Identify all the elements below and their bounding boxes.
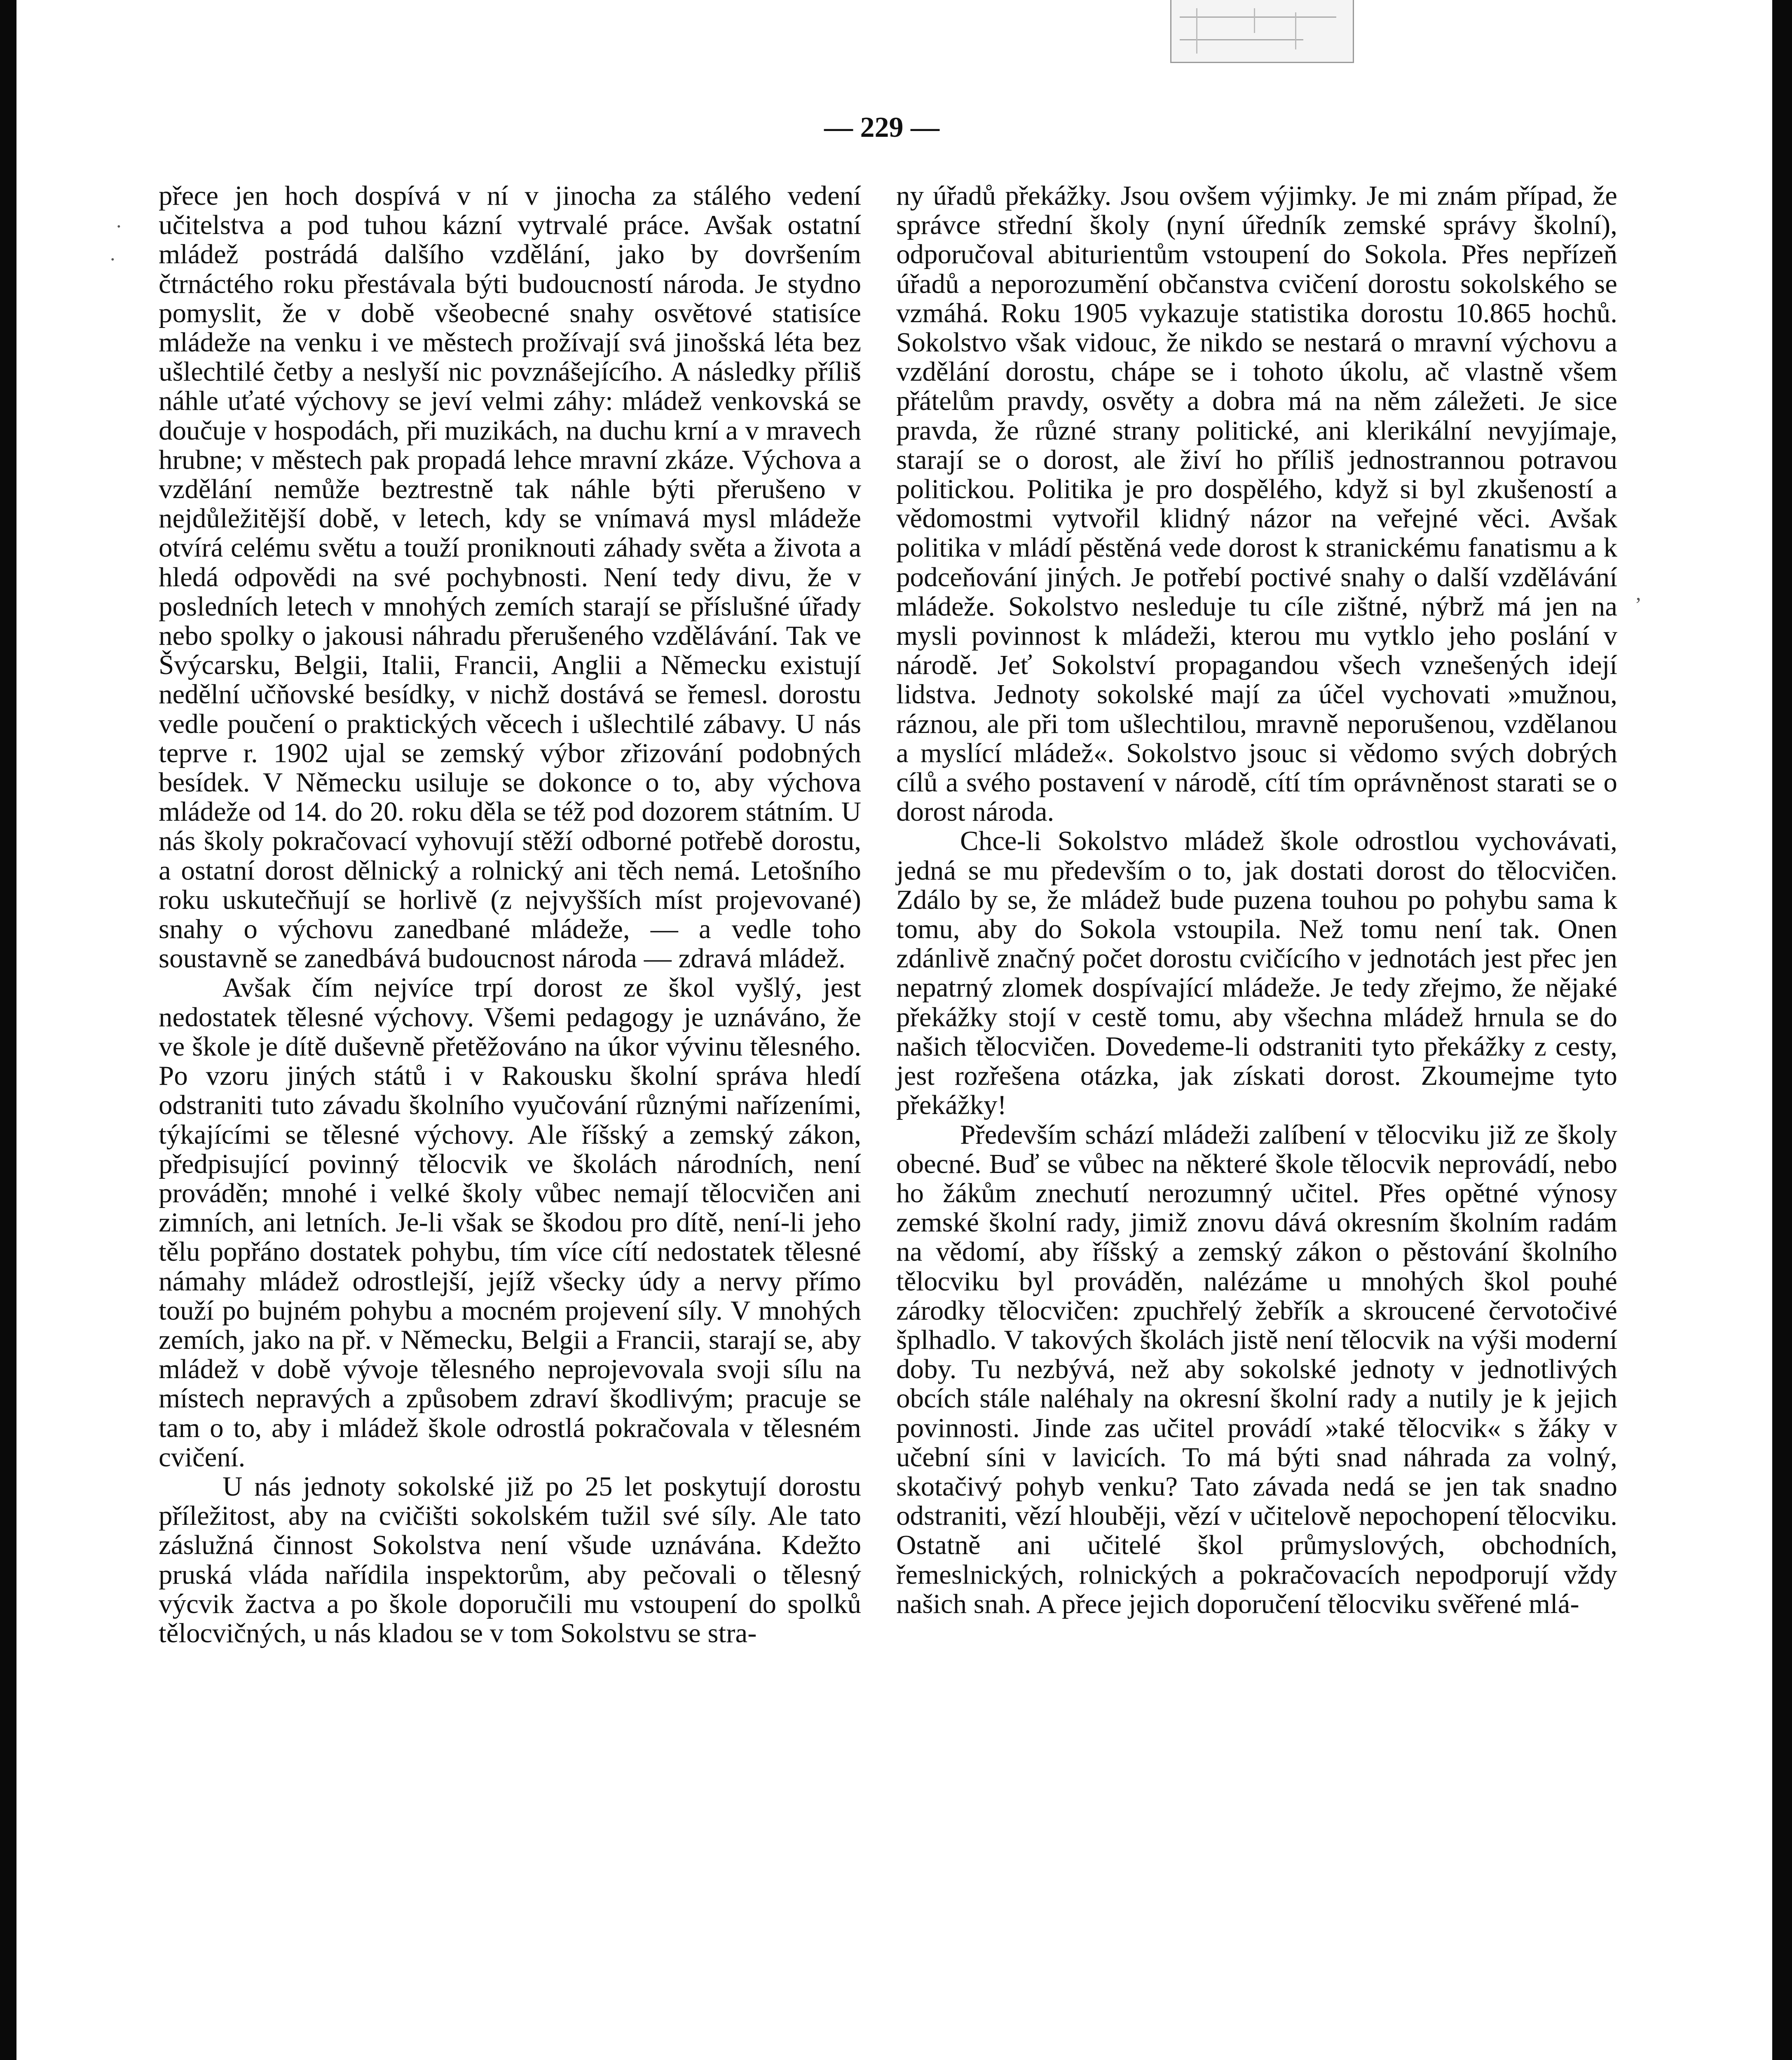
- margin-mark: ,: [1636, 581, 1641, 604]
- paragraph: Chce-li Sokolstvo mládež škole odrostlou vychovávati, jedná se mu především o to, jak dostati dorost do tělocvičen. Zdálo by se, že mládež bude puzena touhou po pohybu sama k tomu, aby do Sokola vstoupila. Než tomu není tak. Onen zdánlivě značný počet dorostu cvičícího v jednotách jest přec jen nepatrný zlomek dospívající mládeže. Je tedy zřejmo, že nějaké překážky stojí v cestě tomu, aby všechna mládež hrnula se do našich tělocvičen. Dovedeme-li odstraniti tyto překážky z cesty, jest rozřešena otázka, jak získati dorost. Zkoumejme tyto překážky!: [896, 826, 1617, 1121]
- scan-border-right: [1772, 0, 1792, 2060]
- right-text-column: [896, 181, 1617, 1619]
- paragraph: Avšak čím nejvíce trpí dorost ze škol vyšlý, jest nedostatek tělesné výchovy. Všemi pedagogy je uznáváno, že ve škole je dítě duševně přetěžováno na úkor vývinu tělesného. Po vzoru jiných států i v Rakousku školní správa hledí odstraniti tuto závadu školního vyučování různými nařízeními, týkajícími se tělesné výchovy. Ale říšský a zemský zákon, předpisující povinný tělocvik ve školách národních, není prováděn; mnohé i velké školy vůbec nemají tělocvičen ani zimních, ani letních. Je-li však se škodou pro dítě, není-li jeho tělu popřáno dostatek pohybu, tím více cítí nedostatek tělesné námahy mládež odrostlejší, jejíž všecky údy a nervy přímo touží po bujném pohybu a mocném projevení síly. V mnohých zemích, jako na př. v Německu, Belgii a Francii, starají se, aby mládež v době vývoje tělesného neprojevovala svoji sílu na místech nepravých a způsobem zdraví škodlivým; pracuje se tam o to, aby i mládež škole odrostlá pokračovala v tělesném cvičení.: [159, 972, 861, 1472]
- page-number: — 229 —: [824, 112, 939, 143]
- scan-border-left: [0, 0, 16, 2060]
- paragraph: přece jen hoch dospívá v ní v jinocha za stálého vedení učitelstva a pod tuhou kázní vytrvalé práce. Avšak ostatní mládež postrádá dalšího vzdělání, jako by dovršením čtrnáctého roku přestávala býti budoucností národa. Je stydno pomyslit, že v době všeobecné snahy osvětové statisíce mládeže na venku i ve městech prožívají svá jinošská léta bez ušlechtilé četby a neslyší nic povznášejícího. A následky příliš náhle uťaté výchovy se jeví velmi záhy: mládež venkovská se doučuje v hospodách, při muzikách, na duchu krní a v mravech hrubne; v městech pak propadá lehce mravní zkáze. Výchova a vzdělání nemůže beztrestně tak náhle býti přerušeno v nejdůležitější době, v letech, kdy se vnímavá mysl mládeže otvírá celému světu a touží proniknouti záhady světa a života a hledá odpovědi na své pochybnosti. Není tedy divu, že v posledních letech v mnohých zemích starají se příslušné úřady nebo spolky o jakousi náhradu přerušeného vzdělávání. Tak ve Švýcarsku, Belgii, Italii, Francii, Anglii a Německu existují nedělní učňovské besídky, v nichž dostává se řemesl. dorostu vedle poučení o praktických věcech i ušlechtilé zábavy. U nás teprve r. 1902 ujal se zemský výbor zřizování podobných besídek. V Německu usiluje se dokonce o to, aby výchova mládeže od 14. do 20. roku děla se též pod dozorem státním. U nás školy pokračovací vyhovují stěží odborné potřebě dorostu, a ostatní dorost dělnický a rolnický ani těch nemá. Letošního roku uskutečňují se horlivě (z nejvyšších míst projevované) snahy o výchovu zanedbané mládeže, — a vedle toho soustavně se zanedbává budoucnost národa — zdravá mládež.: [159, 180, 861, 974]
- paragraph: U nás jednoty sokolské již po 25 let poskytují dorostu příležitost, aby na cvičišti sokolském tužil své síly. Ale tato záslužná činnost Sokolstva není všude uznávána. Kdežto pruská vláda nařídila inspektorům, aby pečovali o tělesný výcvik žactva a po škole doporučili mu vstoupení do spolků tělocvičných, u nás kladou se v tom Sokolstvu se stra-: [159, 1471, 861, 1648]
- margin-mark: ·: [109, 248, 116, 271]
- paragraph: ny úřadů překážky. Jsou ovšem výjimky. Je mi znám případ, že správce střední školy (nyní úředník zemské správy školní), odporučoval abiturientům vstoupení do Sokola. Přes nepřízeň úřadů a neporozumění občanstva cvičení dorostu sokolského se vzmáhá. Roku 1905 vykazuje statistika dorostu 10.865 hochů. Sokolstvo však vidouc, že nikdo se nestará o mravní výchovu a vzdělání dorostu, chápe se i tohoto úkolu, ač vlastně všem přátelům pravdy, osvěty a dobra má na něm záležeti. Je sice pravda, že různé strany politické, ani klerikální nevyjímaje, starají se o dorost, ale živí ho příliš jednostrannou potravou politickou. Politika je pro dospělého, když si byl zkušeností a vědomostmi vytvořil klidný názor na veřejné věci. Avšak politika v mládí pěstěná vede dorost k stranickému fanatismu a k podceňování jiných. Je potřebí poctivé snahy o další vzdělávání mládeže. Sokolstvo nesleduje tu cíle zištné, nýbrž má jen na mysli povinnost k mládeži, kterou mu vytklo jeho poslání v národě. Jeť Sokolství propagandou všech vznešených idejí lidstva. Jednoty sokolské mají za účel vychovati »mužnou, ráznou, ale při tom ušlechtilou, mravně neporušenou, vzdělanou a myslící mládež«. Sokolstvo jsouc si vědomo svých dobrých cílů a svého postavení v národě, cítí tím oprávněnost starati se o dorost národa.: [896, 180, 1617, 827]
- scan-edge-tab: [1170, 0, 1354, 63]
- margin-mark: ·: [115, 215, 122, 238]
- paragraph: Především schází mládeži zalíbení v tělocviku již ze školy obecné. Buď se vůbec na některé škole tělocvik neprovádí, nebo ho žákům znechutí nerozumný učitel. Přes opětné výnosy zemské školní rady, jimiž znovu dává okresním školním radám na vědomí, aby říšský a zemský zákon o pěstování školního tělocviku byl prováděn, nalézáme u mnohých škol pouhé zárodky tělocvičen: zpuchřelý žebřík a skroucené červotočivé šplhadlo. V takových školách jistě není tělocvik na výši moderní doby. Tu nezbývá, než aby sokolské jednoty v jednotlivých obcích stále naléhaly na okresní školní rady a nutily je k jejich povinnosti. Jinde zas učitel provádí »také tělocvik« s žáky v učební síni v lavicích. To má býti snad náhrada za volný, skotačivý pohyb venku? Tato závada nedá se jen tak snadno odstraniti, vězí hlouběji, vězí v učitelově nepochopení tělocviku. Ostatně ani učitelé škol průmyslových, obchodních, řemeslnických, rolnických a pokračovacích nepodporují vždy našich snah. A přece jejich doporučení tělocviku svěřené mlá-: [896, 1119, 1617, 1619]
- left-text-column: [159, 181, 861, 1648]
